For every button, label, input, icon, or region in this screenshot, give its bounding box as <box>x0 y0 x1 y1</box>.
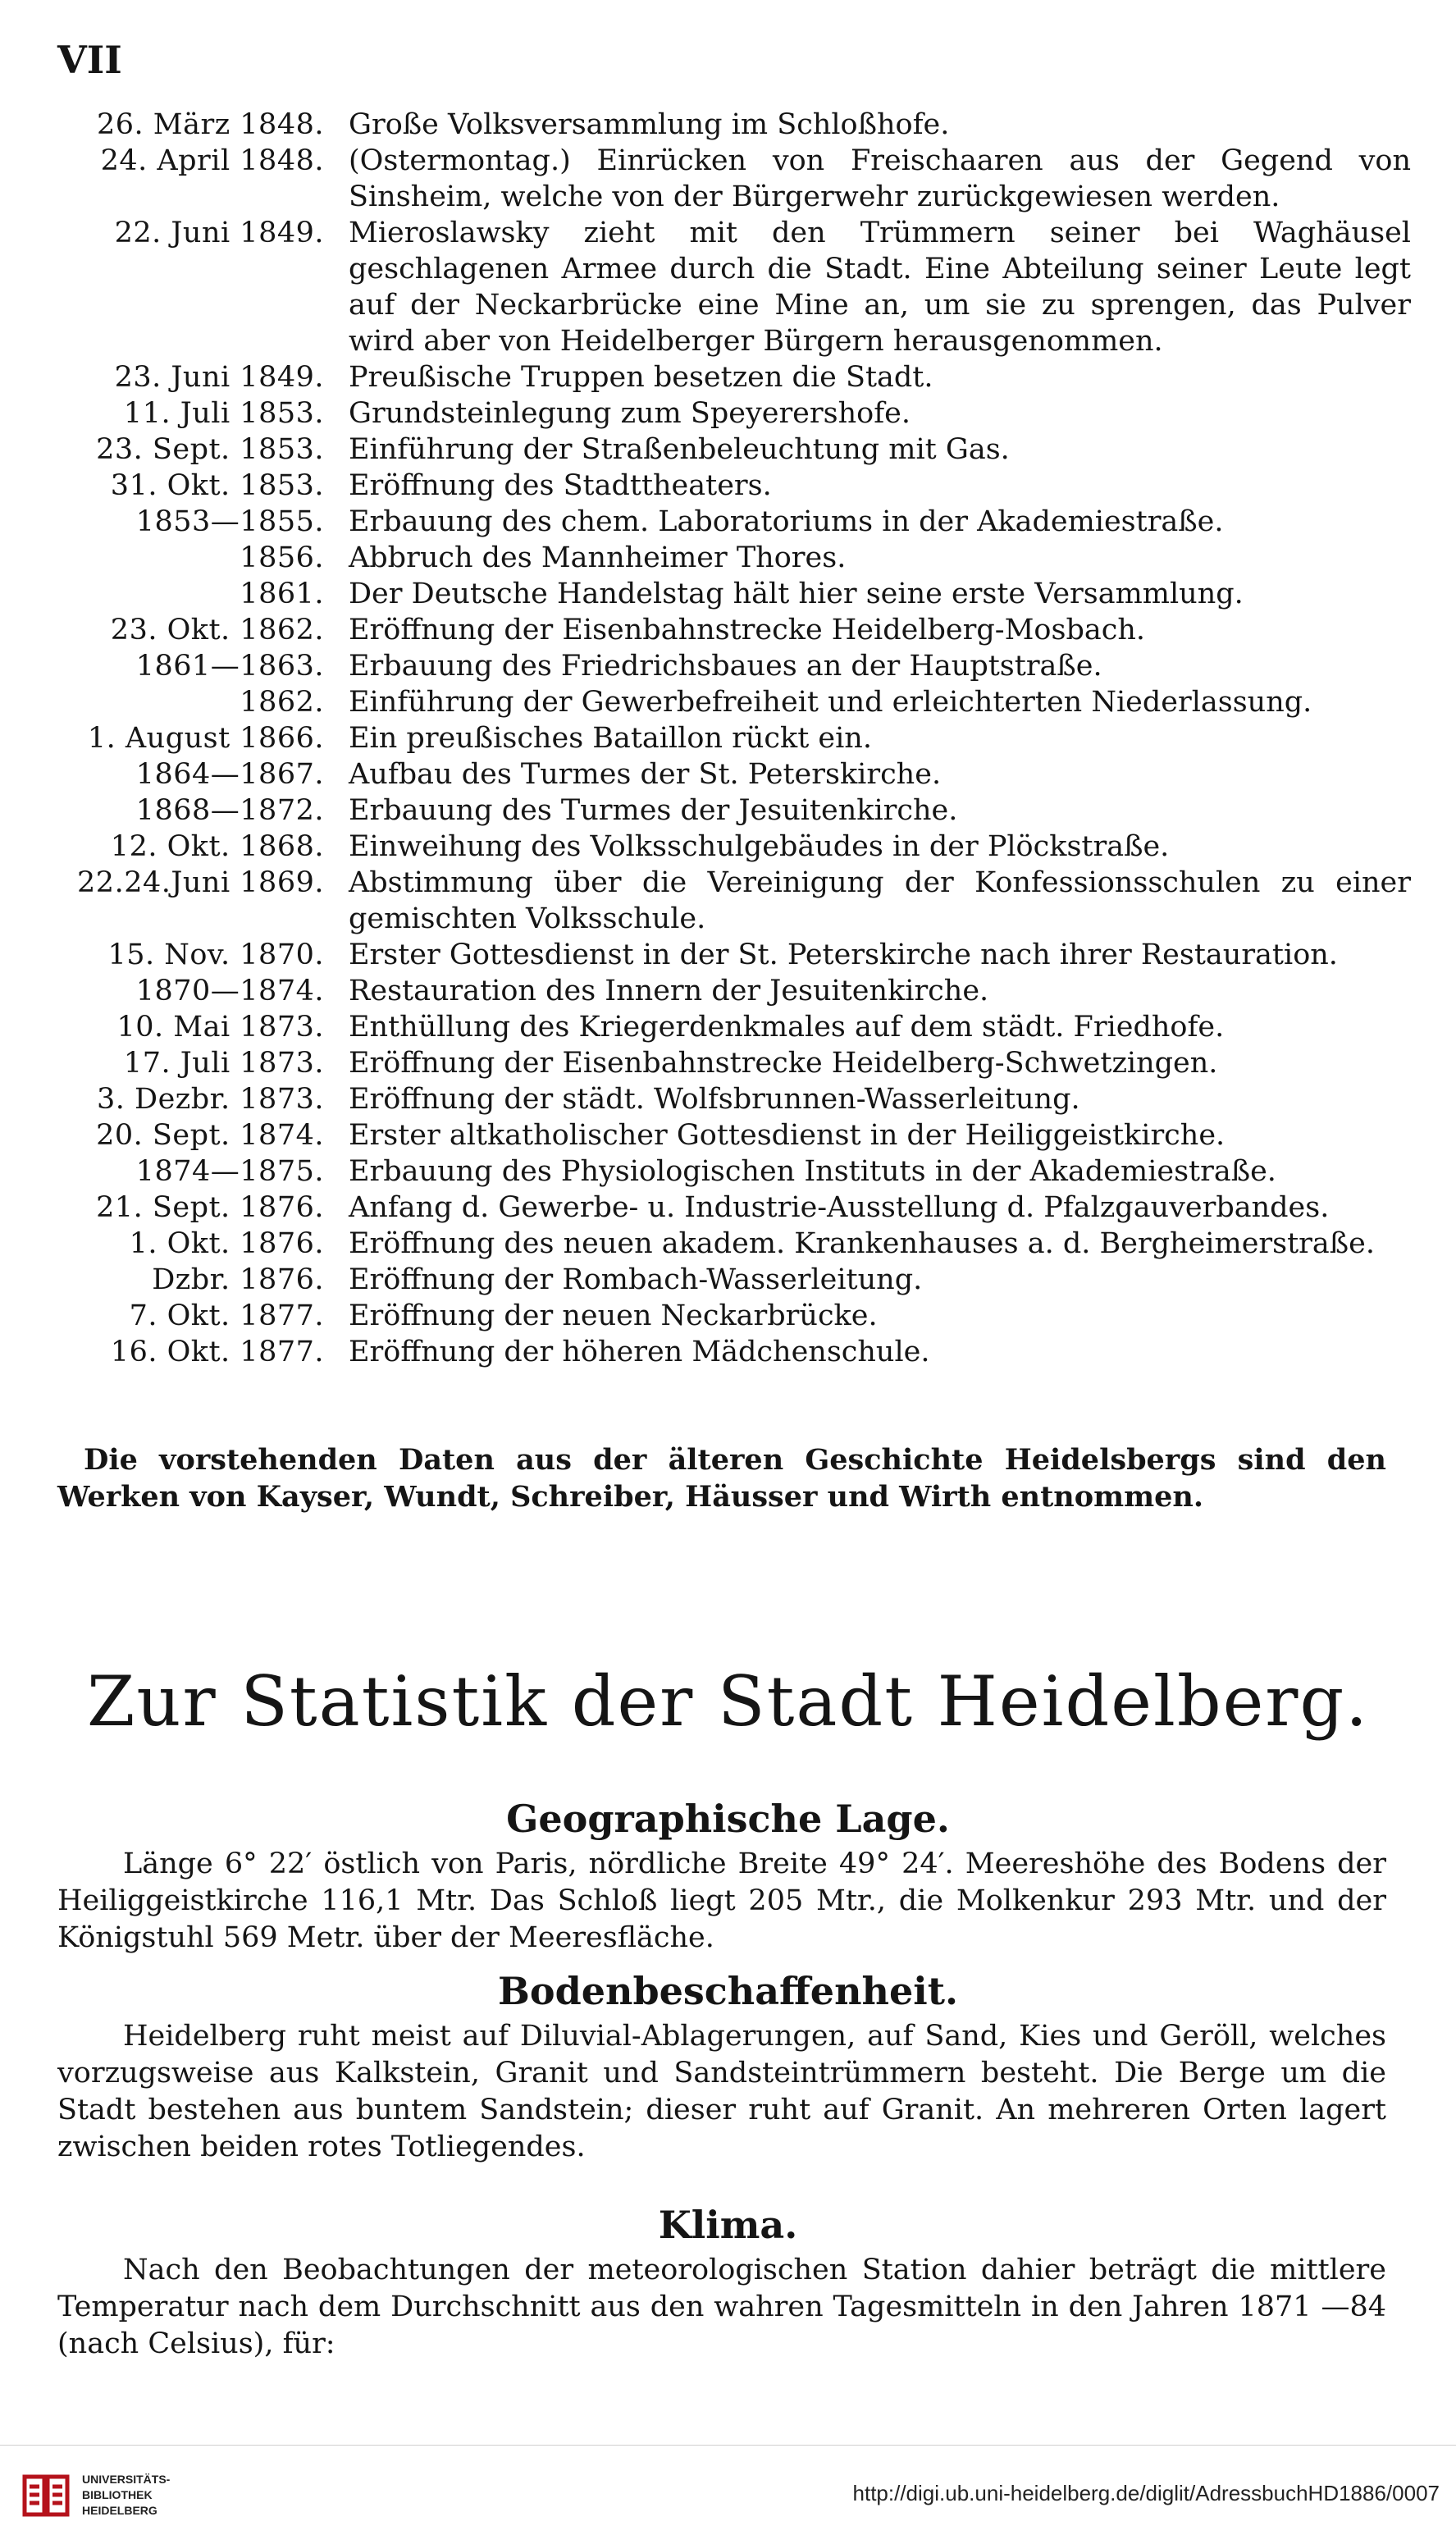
entry-date: 1. Okt. 1876. <box>129 1227 324 1260</box>
entry-text: Erbauung des Physiologischen Instituts in der Akademiestraße. <box>349 1155 1276 1188</box>
chronology-entry <box>33 1153 1411 1190</box>
entry-text: Eröffnung der höheren Mädchenschule. <box>349 1336 930 1368</box>
library-emblem-icon <box>16 2467 75 2526</box>
chronology-entry <box>33 395 1411 432</box>
entry-text: Grundsteinlegung zum Speyerershofe. <box>349 397 911 430</box>
chronology-entry <box>33 792 1411 829</box>
entry-date: 1. August 1866. <box>87 722 324 755</box>
entry-text: Einführung der Gewerbefreiheit und erleichterten Niederlassung. <box>349 686 1312 719</box>
chronology-entry <box>33 612 1411 648</box>
chronology-entry <box>33 504 1411 540</box>
chronology-entry <box>33 143 1411 215</box>
entry-text: Eröffnung der Rombach-Wasserleitung. <box>349 1263 923 1296</box>
entry-date: 1874—1875. <box>135 1155 324 1188</box>
chronology-entry <box>33 648 1411 684</box>
entry-text: Anfang d. Gewerbe- u. Industrie-Ausstellung d. Pfalzgauverbandes. <box>349 1191 1330 1224</box>
section-heading-geography: Geographische Lage. <box>506 1797 950 1841</box>
library-logo[interactable] <box>16 2467 197 2533</box>
chronology-entry <box>33 215 1411 359</box>
section-heading-soil: Bodenbeschaffenheit. <box>498 1969 958 2013</box>
chronology-entry <box>33 937 1411 973</box>
entry-date: Dzbr. 1876. <box>152 1263 324 1296</box>
entry-text: Restauration des Innern der Jesuitenkirche. <box>349 975 989 1007</box>
entry-date: 23. Sept. 1853. <box>96 433 324 466</box>
chronology-entry <box>33 1262 1411 1298</box>
chronology-entry <box>33 684 1411 720</box>
entry-text: Abstimmung über die Vereinigung der Konfessionsschulen zu einer gemischten Volksschule. <box>349 866 1411 935</box>
logo-line-2: BIBLIOTHEK <box>82 2488 153 2501</box>
entry-text: Aufbau des Turmes der St. Peterskirche. <box>349 758 942 791</box>
main-title: Zur Statistik der Stadt Heidelberg. <box>87 1661 1369 1742</box>
entry-text: Erbauung des Friedrichsbaues an der Hauptstraße. <box>349 650 1102 683</box>
entry-date: 12. Okt. 1868. <box>110 830 324 863</box>
entry-text: Preußische Truppen besetzen die Stadt. <box>349 361 933 394</box>
entry-date: 1861. <box>240 578 324 610</box>
entry-date: 10. Mai 1873. <box>116 1011 324 1044</box>
chronology-entry <box>33 576 1411 612</box>
entry-text: Der Deutsche Handelstag hält hier seine erste Versammlung. <box>349 578 1244 610</box>
entry-date: 3. Dezbr. 1873. <box>97 1083 324 1116</box>
entry-date: 16. Okt. 1877. <box>110 1336 324 1368</box>
chronology-entry <box>33 1334 1411 1370</box>
entry-text: (Ostermontag.) Einrücken von Freischaaren aus der Gegend von Sinsheim, welche von der Bürgerwehr zurückgewiesen werden. <box>349 144 1411 213</box>
chronology-entry <box>33 1190 1411 1226</box>
chronology-entry <box>33 756 1411 792</box>
chronology-entry <box>33 720 1411 756</box>
entry-text: Erster altkatholischer Gottesdienst in der Heiliggeistkirche. <box>349 1119 1226 1152</box>
chronology-entry <box>33 107 1411 143</box>
page-number: VII <box>57 38 122 82</box>
logo-line-3: HEIDELBERG <box>82 2504 157 2517</box>
chronology-list <box>33 107 1411 1370</box>
chronology-entry <box>33 1081 1411 1117</box>
entry-date: 23. Juni 1849. <box>114 361 324 394</box>
source-url-link[interactable]: http://digi.ub.uni-heidelberg.de/diglit/AdressbuchHD1886/0007 <box>852 2481 1440 2505</box>
chronology-entry <box>33 829 1411 865</box>
entry-text: Erbauung des Turmes der Jesuitenkirche. <box>349 794 958 827</box>
chronology-entry <box>33 973 1411 1009</box>
footer-divider <box>0 2445 1456 2446</box>
entry-date: 1864—1867. <box>135 758 324 791</box>
entry-date: 1868—1872. <box>135 794 324 827</box>
entry-date: 1853—1855. <box>135 505 324 538</box>
chronology-entry <box>33 468 1411 504</box>
entry-text: Eröffnung des Stadttheaters. <box>349 469 772 502</box>
library-logo-text <box>82 2472 170 2519</box>
entry-text: Abbruch des Mannheimer Thores. <box>349 541 847 574</box>
entry-date: 23. Okt. 1862. <box>110 614 324 646</box>
entry-text: Einweihung des Volksschulgebäudes in der Plöckstraße. <box>349 830 1170 863</box>
section-text-climate: Nach den Beobachtungen der meteorologischen Station dahier beträgt die mittlere Temperatur nach dem Durchschnitt aus den wahren Tagesmitteln in den Jahren 1871 —84 (nach Celsius), für: <box>57 2254 1386 2360</box>
entry-date: 7. Okt. 1877. <box>129 1299 324 1332</box>
entry-date: 22. Juni 1849. <box>114 217 324 249</box>
chronology-entry <box>33 1298 1411 1334</box>
chronology-entry <box>33 1117 1411 1153</box>
chronology-entry <box>33 1045 1411 1081</box>
entry-date: 22.24.Juni 1869. <box>77 866 324 899</box>
entry-text: Einführung der Straßenbeleuchtung mit Gas. <box>349 433 1010 466</box>
section-heading-climate: Klima. <box>658 2203 798 2247</box>
entry-date: 31. Okt. 1853. <box>110 469 324 502</box>
entry-date: 1870—1874. <box>135 975 324 1007</box>
entry-text: Eröffnung der Eisenbahnstrecke Heidelberg-Schwetzingen. <box>349 1047 1218 1080</box>
entry-text: Eröffnung der städt. Wolfsbrunnen-Wasserleitung. <box>349 1083 1080 1116</box>
entry-date: 1862. <box>240 686 324 719</box>
entry-text: Eröffnung des neuen akadem. Krankenhauses a. d. Bergheimerstraße. <box>349 1227 1375 1260</box>
chronology-entry <box>33 359 1411 395</box>
entry-date: 17. Juli 1873. <box>123 1047 324 1080</box>
entry-text: Große Volksversammlung im Schloßhofe. <box>349 108 950 141</box>
entry-text: Erbauung des chem. Laboratoriums in der Akademiestraße. <box>349 505 1224 538</box>
chronology-entry <box>33 1226 1411 1262</box>
entry-date: 26. März 1848. <box>97 108 324 141</box>
entry-date: 1856. <box>240 541 324 574</box>
logo-line-1: UNIVERSITÄTS- <box>82 2473 171 2486</box>
chronology-entry <box>33 540 1411 576</box>
entry-date: 1861—1863. <box>135 650 324 683</box>
entry-text: Eröffnung der Eisenbahnstrecke Heidelberg-Mosbach. <box>349 614 1146 646</box>
footer-bar <box>0 2445 1456 2544</box>
entry-text: Ein preußisches Bataillon rückt ein. <box>349 722 872 755</box>
section-text-geography: Länge 6° 22′ östlich von Paris, nördliche Breite 49° 24′. Meereshöhe des Bodens der Heiliggeistkirche 116,1 Mtr. Das Schloß liegt 205 Mtr., die Molkenkur 293 Mtr. und der Königstuhl 569 Metr. über der Meeresfläche. <box>57 1847 1386 1954</box>
entry-date: 21. Sept. 1876. <box>96 1191 324 1224</box>
entry-text: Erster Gottesdienst in der St. Peterskirche nach ihrer Restauration. <box>349 939 1338 971</box>
entry-date: 20. Sept. 1874. <box>96 1119 324 1152</box>
entry-text: Mieroslawsky zieht mit den Trümmern seiner bei Waghäusel geschlagenen Armee durch die Stadt. Eine Abteilung seiner Leute legt auf der Neckarbrücke eine Mine an, um sie zu sprengen, das Pulver wird aber von Heidelberger Bürgern herausgenommen. <box>349 217 1411 358</box>
entry-date: 15. Nov. 1870. <box>107 939 324 971</box>
entry-date: 11. Juli 1853. <box>123 397 324 430</box>
section-text-soil: Heidelberg ruht meist auf Diluvial-Ablagerungen, auf Sand, Kies und Geröll, welches vorzugsweise aus Kalkstein, Granit und Sandsteintrümmern besteht. Die Berge um die Stadt bestehen aus buntem Sandstein; dieser ruht auf Granit. An mehreren Orten lagert zwischen beiden rotes Totliegendes. <box>57 2020 1386 2163</box>
entry-date: 24. April 1848. <box>100 144 324 177</box>
entry-text: Eröffnung der neuen Neckarbrücke. <box>349 1299 878 1332</box>
chronology-entry <box>33 865 1411 937</box>
chronology-footnote: Die vorstehenden Daten aus der älteren Geschichte Heidelsbergs sind den Werken von Kayser, Wundt, Schreiber, Häusser und Wirth entnommen. <box>57 1443 1386 1514</box>
entry-text: Enthüllung des Kriegerdenkmales auf dem städt. Friedhofe. <box>349 1011 1225 1044</box>
chronology-entry <box>33 432 1411 468</box>
chronology-entry <box>33 1009 1411 1045</box>
